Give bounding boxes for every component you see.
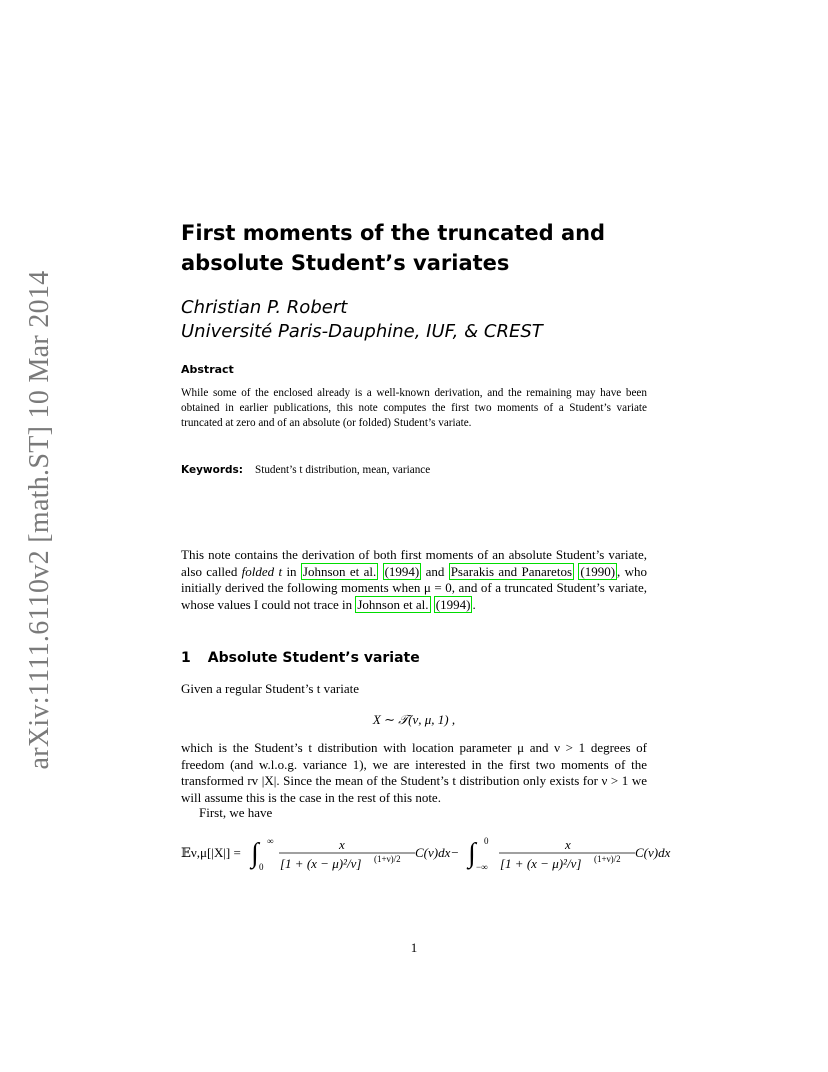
first-we-have-text: First, we have [199,805,273,820]
citation-johnson-1994-year[interactable]: (1994) [384,563,420,579]
display-equation: X ∼ 𝒯(ν, μ, 1) , [372,712,456,727]
factor-2: C(ν)dx [635,845,671,860]
author-affiliation: Université Paris-Dauphine, IUF, & CREST [181,321,543,342]
intro-text-2: in [282,563,301,579]
integral-equation [181,832,681,876]
paper-title [181,218,651,278]
intro-folded-t: folded t [241,563,283,579]
abstract-body: While some of the enclosed already is a well-known derivation, and the remaining may have been obtained in earlier publications, this note computes the first two moments of a Student’s variate truncated at zero and of an absolute (or folded) Student’s variate. [181,387,647,429]
page-number: 1 [410,940,418,955]
exponent-2: (1+ν)/2 [594,854,621,864]
lower-limit-2: −∞ [476,862,488,872]
section-number: 1 [181,650,191,666]
keywords-text: Student’s t distribution, mean, variance [254,464,431,476]
numerator-2: x [565,837,571,852]
intro-paragraph [181,547,647,613]
abstract-heading: Abstract [181,363,234,376]
integral-lhs: 𝔼ν,μ[|X|] = [181,845,241,860]
integral-sign-1: ∫ [251,838,259,869]
lower-limit-1: 0 [259,862,264,872]
citation-johnson-1994-second-year[interactable]: (1994) [435,596,471,612]
intro-text-4: , who initially derived the following moments when μ = 0, and of a truncated Student’s variate, whose values I could not trace in [181,563,648,612]
section-title: Absolute Student’s variate [207,650,420,666]
keywords-label: Keywords: [181,464,243,476]
author-block [181,296,543,344]
intro-text-1: This note contains the derivation of both first moments of an absolute Student’s variate, also called [181,547,647,579]
section-heading [181,650,420,666]
section-paragraph: which is the Student’s t distribution with location parameter μ and ν > 1 degrees of freedom (and w.l.o.g. variance 1), we are interested in the first two moments of the transformed rv |X|. Since the mean of the Student’s t distribution only exists for ν > 1 we will assume this is the case in the rest of this note. [181,740,647,805]
arxiv-identifier-stamp: arXiv:1111.6110v2 [math.ST] 10 Mar 2014 [24,270,55,770]
title-line-2: absolute Student’s variates [181,251,510,275]
denominator-2: [1 + (x − μ)²/ν] [500,856,582,871]
citation-psarakis-panaretos-1990-year[interactable]: (1990) [580,563,616,579]
denominator-1: [1 + (x − μ)²/ν] [280,856,362,871]
intro-text-5: . [472,596,476,612]
keywords-line [181,464,430,476]
upper-limit-1: ∞ [267,836,274,846]
numerator-1: x [339,837,345,852]
title-line-1: First moments of the truncated and [181,221,606,245]
citation-johnson-1994[interactable]: Johnson et al. [302,563,377,579]
integral-sign-2: ∫ [468,838,476,869]
given-sentence: Given a regular Student’s t variate [181,681,359,696]
author-name: Christian P. Robert [181,297,348,318]
intro-text-3: and [421,563,449,579]
factor-1: C(ν)dx− [415,845,460,860]
citation-johnson-1994-second[interactable]: Johnson et al. [357,596,429,612]
citation-psarakis-panaretos-1990[interactable]: Psarakis and Panaretos [450,563,573,579]
exponent-1: (1+ν)/2 [374,854,401,864]
upper-limit-2: 0 [484,836,489,846]
